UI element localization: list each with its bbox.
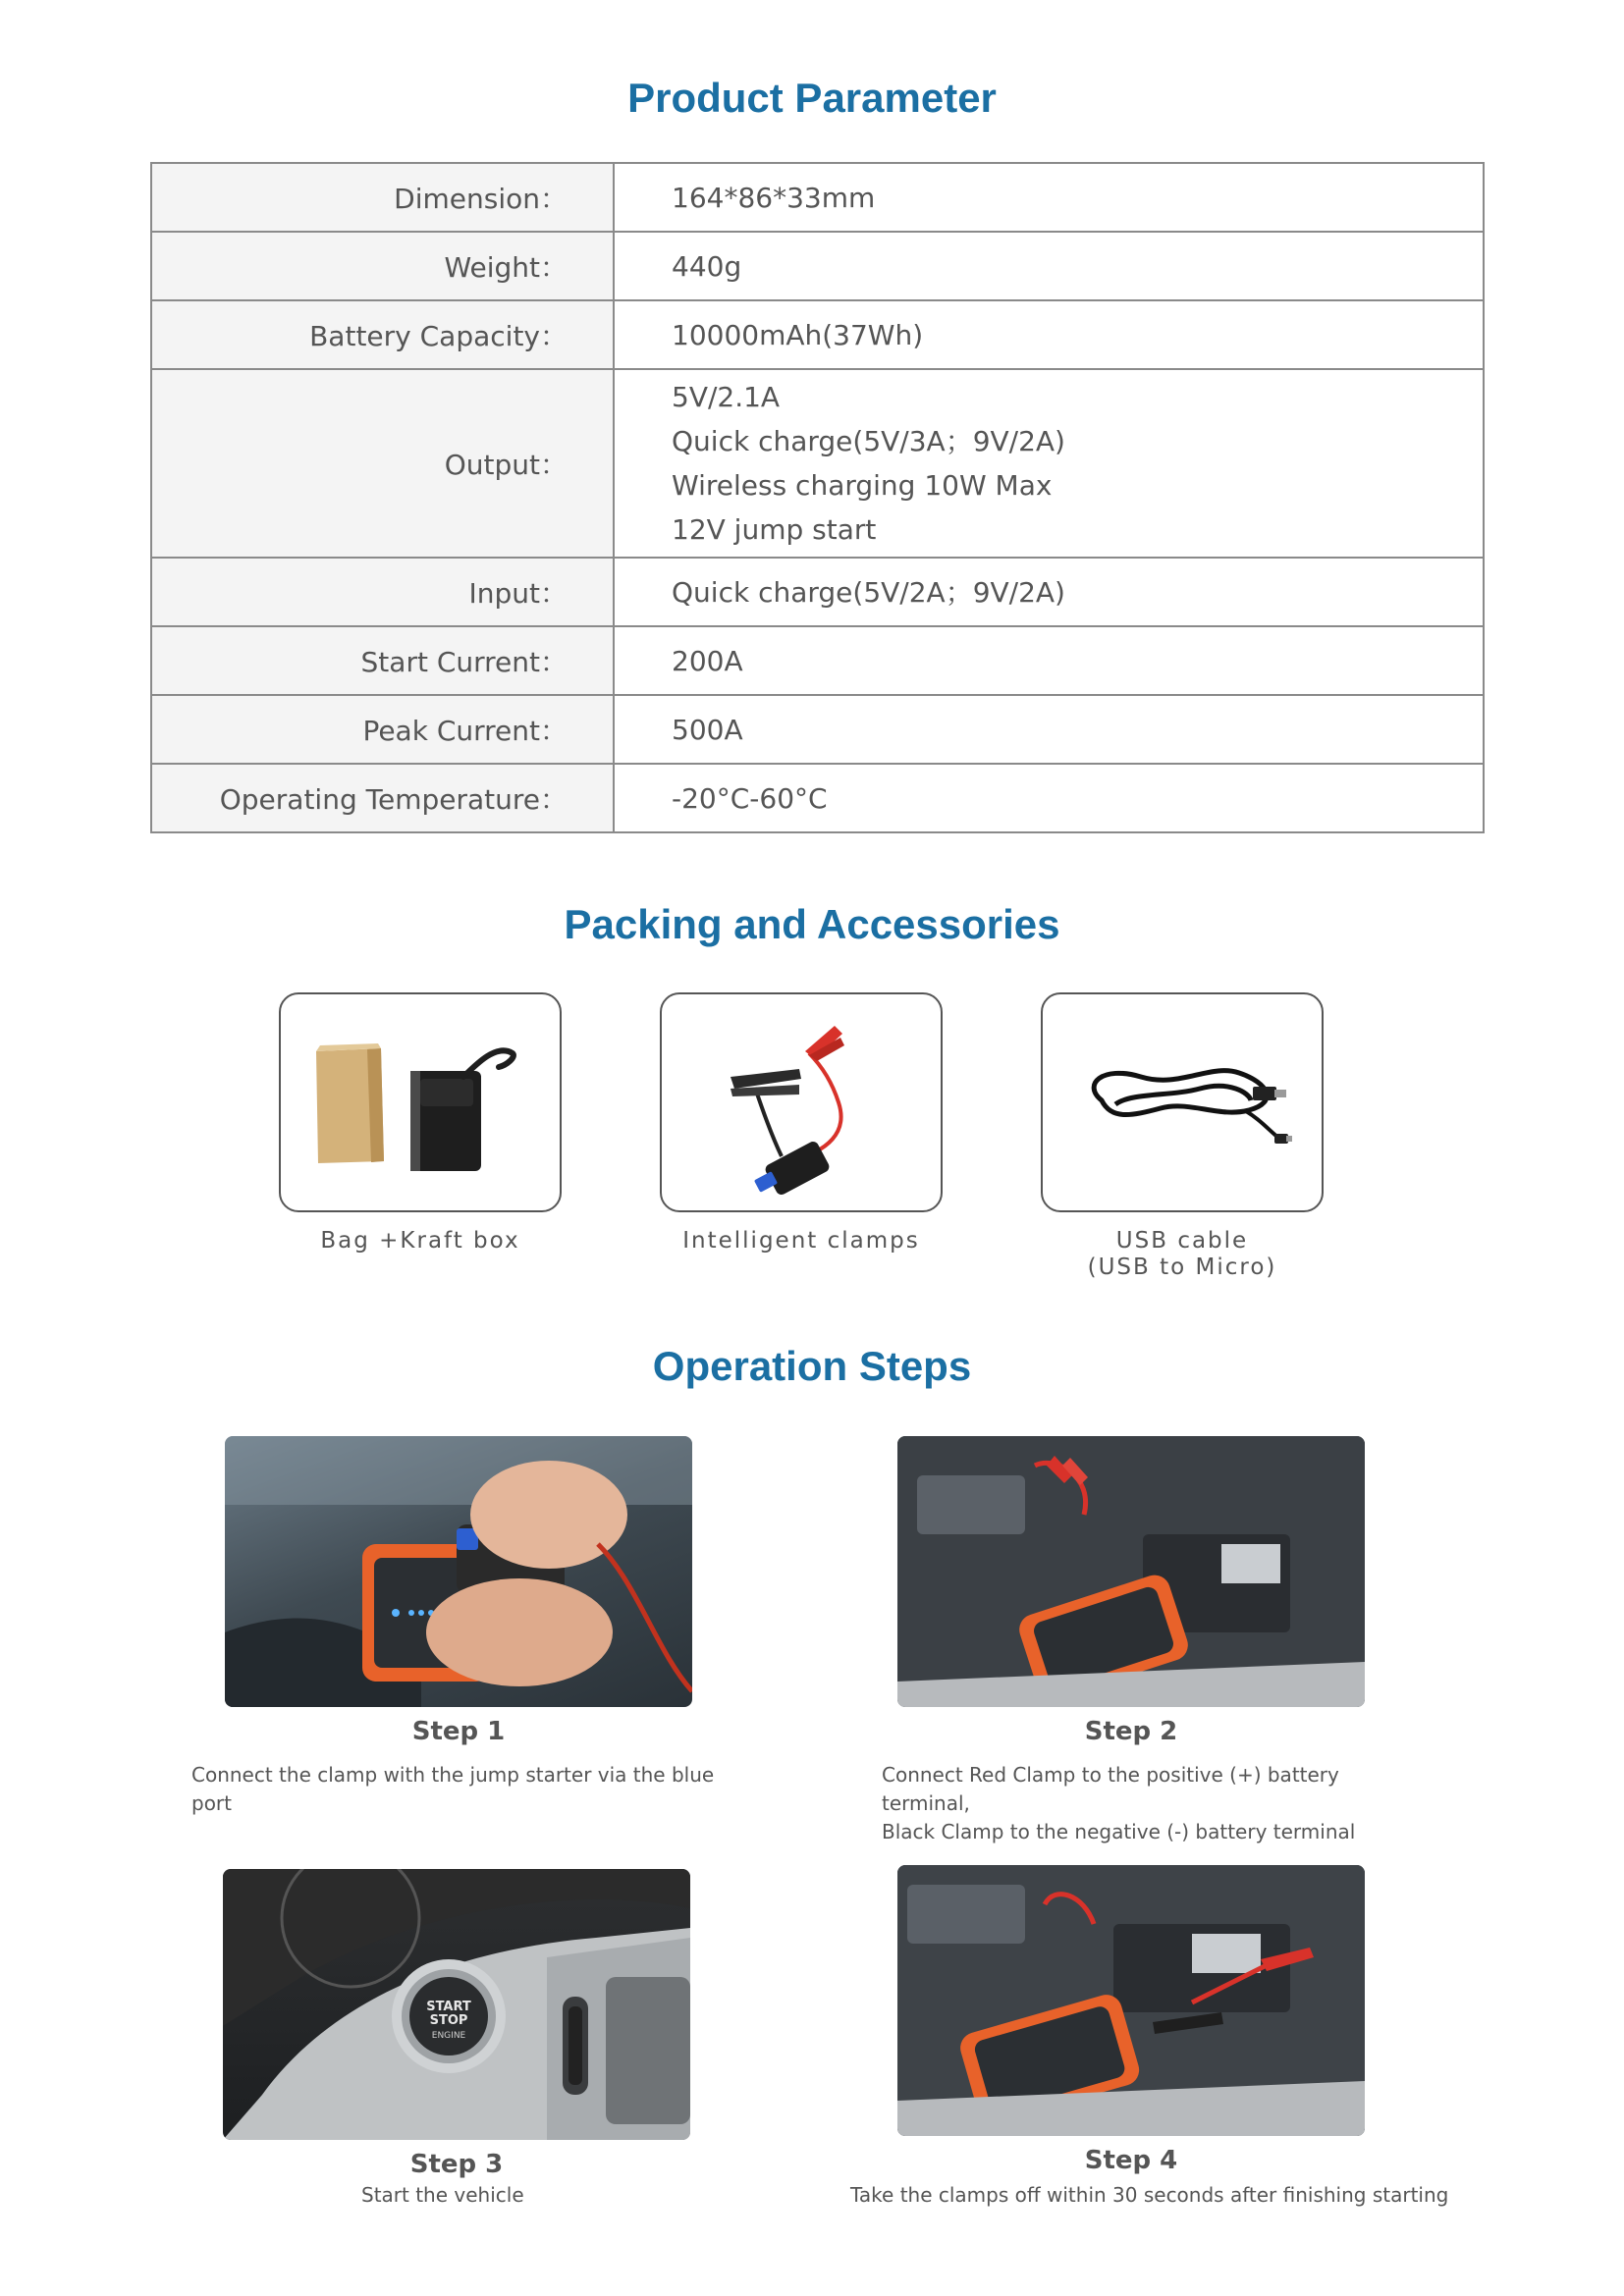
table-row [151,163,1484,232]
step-photo [897,1436,1365,1707]
parameter-value: -20°C-60°C [614,764,1484,832]
step-photo [897,1865,1365,2136]
table-row [151,300,1484,369]
engine-label: ENGINE [431,2031,466,2041]
stop-label: STOP [429,2013,468,2028]
step-photo [225,1436,692,1707]
step-3 [223,1869,690,2179]
parameter-value: 440g [614,232,1484,300]
product-parameter-title: Product Parameter [627,75,997,121]
table-row [151,695,1484,764]
table-row [151,626,1484,695]
accessory-caption: USB cable (USB to Micro) [1087,1228,1277,1280]
step-1 [225,1436,692,1746]
table-row [151,232,1484,300]
step-description: Take the clamps off within 30 seconds after finishing starting [850,2183,1449,2207]
parameter-label: Battery Capacity： [151,300,614,369]
accessory-usb-cable [1041,992,1324,1281]
accessory-intelligent-clamps [660,992,943,1255]
usb-cable-image [1043,994,1322,1210]
accessory-caption: Bag +Kraft box [320,1228,520,1254]
parameter-label: Output： [151,369,614,558]
operation-steps-title: Operation Steps [652,1343,972,1389]
parameter-label: Weight： [151,232,614,300]
table-row [151,369,1484,558]
table-row [151,558,1484,626]
start-label: START [426,2000,471,2014]
parameter-value: 500A [614,695,1484,764]
parameter-label: Start Current： [151,626,614,695]
accessory-bag-kraft-box [279,992,562,1255]
accessories-title: Packing and Accessories [564,901,1060,947]
step-description: Connect the clamp with the jump starter via the blue port [191,1763,715,1815]
parameter-table [150,162,1485,833]
step-title: Step 2 [1084,1717,1178,1746]
step-title: Step 3 [409,2150,504,2179]
parameter-value: 164*86*33mm [614,163,1484,232]
parameter-label: Dimension： [151,163,614,232]
parameter-value: 5V/2.1A Quick charge(5V/3A；9V/2A) Wireless charging 10W Max 12V jump start [614,369,1484,558]
step-photo [223,1869,690,2140]
step-title: Step 1 [411,1717,506,1746]
bag-and-box-image [281,994,560,1210]
step-title: Step 4 [1084,2146,1178,2175]
table-row [151,764,1484,832]
step-2 [897,1436,1365,1746]
parameter-label: Operating Temperature： [151,764,614,832]
step-description: Start the vehicle [361,2183,524,2207]
accessory-caption: Intelligent clamps [682,1228,920,1254]
parameter-value: 200A [614,626,1484,695]
accessory-image-frame [660,992,943,1212]
parameter-label: Peak Current： [151,695,614,764]
parameter-value: Quick charge(5V/2A；9V/2A) [614,558,1484,626]
step-4 [897,1865,1365,2175]
accessory-image-frame [1041,992,1324,1212]
parameter-label: Input： [151,558,614,626]
parameter-value: 10000mAh(37Wh) [614,300,1484,369]
accessory-image-frame [279,992,562,1212]
step-description: Connect Red Clamp to the positive (+) battery terminal, Black Clamp to the negative (-) battery terminal [882,1763,1356,1843]
clamps-image [662,994,941,1210]
